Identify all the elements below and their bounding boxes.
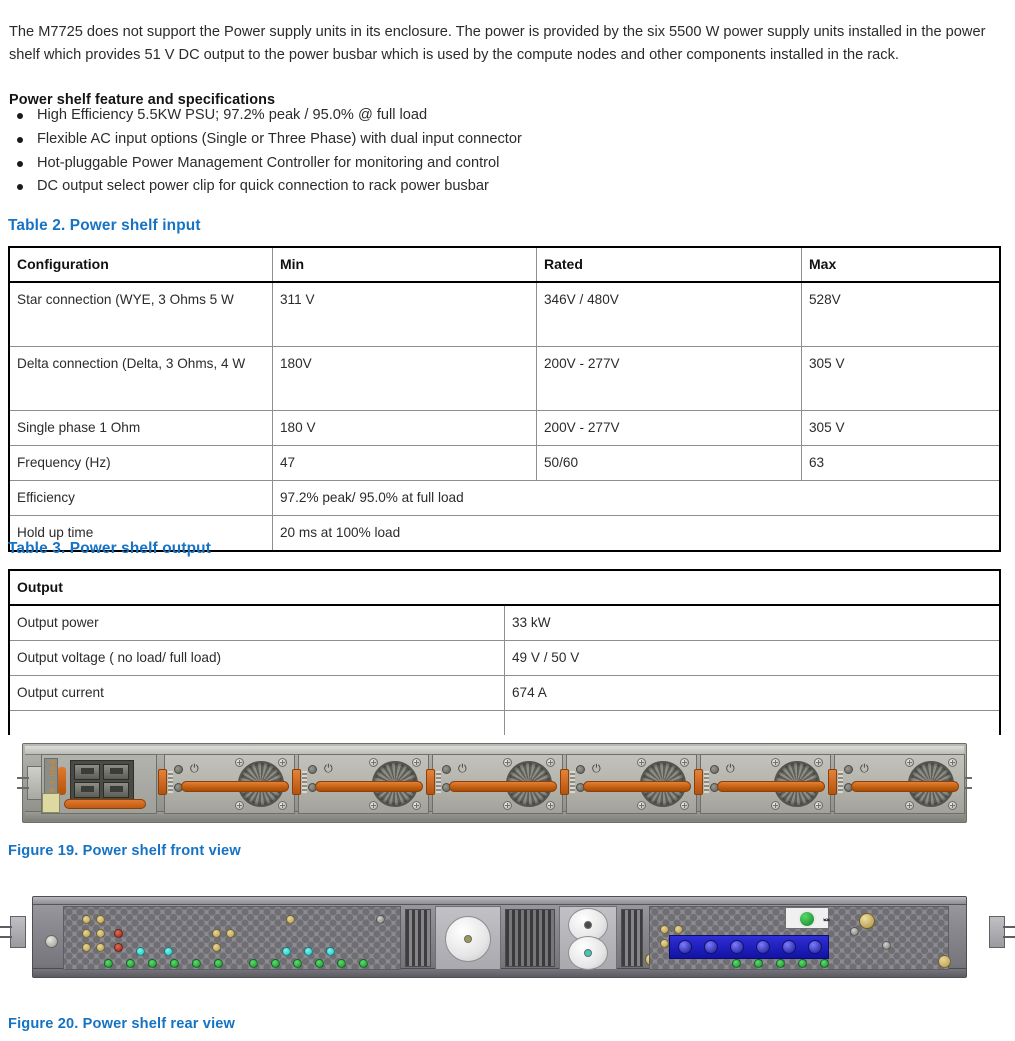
connector-pin-icon <box>730 940 744 954</box>
coil-hub <box>584 921 592 929</box>
pmc-handle <box>64 799 146 809</box>
indicator-led-icon <box>104 959 113 968</box>
psu-module <box>298 754 429 814</box>
figure-power-shelf-front-view <box>0 735 1015 835</box>
inductor-coil-icon <box>568 936 608 970</box>
screw-icon <box>503 801 512 810</box>
indicator-led-icon <box>136 947 145 956</box>
ear-pin <box>17 777 29 779</box>
indicator-led-icon <box>938 955 951 968</box>
cell-label: Output voltage ( no load/ full load) <box>9 641 505 676</box>
psu-connector-strip <box>838 771 843 793</box>
cell-configuration: Frequency (Hz) <box>9 446 273 481</box>
indicator-led-icon <box>249 959 258 968</box>
psu-latch <box>292 769 301 795</box>
table3-caption: Table 3. Power shelf output <box>8 540 212 557</box>
table-row <box>9 282 1000 347</box>
psu-handle <box>583 781 691 792</box>
table-power-shelf-input <box>8 246 1001 552</box>
capacitor-icon <box>226 929 235 938</box>
psu-module <box>164 754 295 814</box>
capacitor-icon <box>286 915 295 924</box>
screw-icon <box>369 801 378 810</box>
indicator-led-icon <box>126 959 135 968</box>
capacitor-icon <box>96 929 105 938</box>
cell-min: 180 V <box>273 411 537 446</box>
coil-hub <box>584 949 592 957</box>
feature-text: Hot-pluggable Power Management Controller for monitoring and control <box>37 154 500 171</box>
screw-icon <box>905 758 914 767</box>
feature-list <box>9 104 989 199</box>
bullet-icon <box>17 184 23 190</box>
column-header-max: Max <box>802 247 1001 282</box>
table2-caption: Table 2. Power shelf input <box>8 217 201 234</box>
table-row <box>9 641 1000 676</box>
psu-connector-strip <box>436 771 441 793</box>
capacitor-icon <box>82 929 91 938</box>
dc-output-connector <box>669 935 829 959</box>
cell-configuration: Single phase 1 Ohm <box>9 411 273 446</box>
indicator-led-icon <box>820 959 829 968</box>
indicator-led-icon <box>192 959 201 968</box>
indicator-led-icon <box>776 959 785 968</box>
table-row <box>9 446 1000 481</box>
cell-rated: 200V - 277V <box>537 347 802 411</box>
indicator-led-icon <box>271 959 280 968</box>
power-symbol-icon: ⏻ <box>190 763 199 775</box>
connector-pin-icon <box>756 940 770 954</box>
figure19-caption: Figure 19. Power shelf front view <box>8 843 241 859</box>
psu-module <box>700 754 831 814</box>
column-header-min: Min <box>273 247 537 282</box>
indicator-led-icon <box>164 947 173 956</box>
screw-icon <box>814 758 823 767</box>
center-panel-plate <box>559 906 617 970</box>
bullet-icon <box>17 137 23 143</box>
figure-power-shelf-rear-view <box>0 890 1015 998</box>
psu-module <box>834 754 965 814</box>
ear-pin <box>0 926 12 928</box>
rj45-port-icon <box>74 764 100 780</box>
screw-icon <box>278 758 287 767</box>
table-row <box>9 411 1000 446</box>
heatsink-block <box>505 909 555 967</box>
screw-icon <box>637 758 646 767</box>
cell-value: 33 kW <box>505 605 1001 641</box>
rear-chassis <box>32 896 967 978</box>
cell-configuration: Hold up time <box>9 516 273 552</box>
indicator-led-icon <box>732 959 741 968</box>
front-chassis <box>22 743 967 823</box>
indicator-led-icon <box>293 959 302 968</box>
center-panel-plate <box>435 906 501 970</box>
screw-icon <box>235 801 244 810</box>
cell-min: 47 <box>273 446 537 481</box>
power-management-controller-module <box>41 754 157 814</box>
screw-icon <box>235 758 244 767</box>
component-icon <box>882 941 891 950</box>
cell-configuration: Star connection (WYE, 3 Ohms 5 W <box>9 282 273 347</box>
power-led-icon <box>576 765 585 774</box>
table-row <box>9 605 1000 641</box>
psu-connector-strip <box>168 771 173 793</box>
connector-pin-icon <box>678 940 692 954</box>
table-header-row <box>9 570 1000 605</box>
rear-perforated-panel-left <box>63 906 401 970</box>
ear-pin <box>1003 936 1015 938</box>
power-clip <box>58 767 66 795</box>
screw-icon <box>503 758 512 767</box>
indicator-led-icon <box>170 959 179 968</box>
rj45-port-icon <box>103 782 129 798</box>
screw-icon <box>546 758 555 767</box>
connector-pin-icon <box>704 940 718 954</box>
psu-latch <box>694 769 703 795</box>
table-power-shelf-output <box>8 569 1001 741</box>
indicator-led-icon <box>214 959 223 968</box>
capacitor-icon <box>96 915 105 924</box>
section-subheading: Power shelf feature and specifications <box>9 92 276 109</box>
cell-value: 674 A <box>505 676 1001 711</box>
indicator-led-icon <box>754 959 763 968</box>
cell-max: 63 <box>802 446 1001 481</box>
capacitor-icon <box>660 925 669 934</box>
screw-icon <box>814 801 823 810</box>
psu-handle <box>449 781 557 792</box>
psu-handle <box>315 781 423 792</box>
capacitor-icon <box>212 929 221 938</box>
feature-text: DC output select power clip for quick connection to rack power busbar <box>37 178 489 195</box>
heatsink-fin-block <box>405 909 431 967</box>
screw-icon <box>369 758 378 767</box>
power-led-icon <box>308 765 317 774</box>
screw-icon <box>680 801 689 810</box>
cell-min: 180V <box>273 347 537 411</box>
pmc-connector-block <box>42 793 60 813</box>
psu-handle <box>181 781 289 792</box>
list-item <box>9 175 989 199</box>
psu-handle <box>851 781 959 792</box>
psu-module <box>566 754 697 814</box>
column-header-rated: Rated <box>537 247 802 282</box>
cell-configuration: Delta connection (Delta, 3 Ohms, 4 W <box>9 347 273 411</box>
ear-pin <box>1003 926 1015 928</box>
coil-hub <box>464 935 472 943</box>
capacitor-icon <box>114 943 123 952</box>
screw-icon <box>948 801 957 810</box>
psu-connector-strip <box>570 771 575 793</box>
component-cluster <box>64 907 400 969</box>
capacitor-icon <box>96 943 105 952</box>
cell-max: 528V <box>802 282 1001 347</box>
ear-pin <box>17 787 29 789</box>
screw-icon <box>412 801 421 810</box>
cell-min: 311 V <box>273 282 537 347</box>
power-symbol-icon: ⏻ <box>726 763 735 775</box>
cell-value-span: 97.2% peak/ 95.0% at full load <box>273 481 1001 516</box>
bullet-icon <box>17 161 23 167</box>
screw-icon <box>680 758 689 767</box>
cell-value-span: 20 ms at 100% load <box>273 516 1001 552</box>
capacitor-icon <box>212 943 221 952</box>
cell-max: 305 V <box>802 411 1001 446</box>
column-header-output: Output <box>9 570 1000 605</box>
figure20-caption: Figure 20. Power shelf rear view <box>8 1016 236 1032</box>
feature-text: High Efficiency 5.5KW PSU; 97.2% peak / 95.0% @ full load <box>37 107 428 123</box>
power-symbol-icon: ⏻ <box>458 763 467 775</box>
capacitor-icon <box>674 925 683 934</box>
psu-latch <box>828 769 837 795</box>
power-led-icon <box>710 765 719 774</box>
rear-left-ear <box>10 916 26 948</box>
screw-icon <box>637 801 646 810</box>
indicator-led-icon <box>798 959 807 968</box>
rj45-port-icon <box>74 782 100 798</box>
screw-icon <box>948 758 957 767</box>
psu-handle <box>717 781 825 792</box>
cell-label: Output current <box>9 676 505 711</box>
power-symbol-icon: ⏻ <box>324 763 333 775</box>
list-item <box>9 104 989 128</box>
inductor-coil-icon <box>445 916 491 962</box>
chassis-top-strip <box>33 897 966 905</box>
indicator-led-icon <box>304 947 313 956</box>
connector-pin-icon <box>808 940 822 954</box>
power-led-icon <box>442 765 451 774</box>
terminal-ring-icon <box>859 913 875 929</box>
cell-configuration: Efficiency <box>9 481 273 516</box>
table-row <box>9 347 1000 411</box>
rear-right-ear <box>989 916 1005 948</box>
ground-symbol-icon: ⏕ <box>823 914 831 926</box>
pmc-label-text: PSU 1 6 <box>48 760 55 794</box>
cell-label: Output power <box>9 605 505 641</box>
screw-icon <box>771 801 780 810</box>
list-item <box>9 152 989 176</box>
indicator-led-icon <box>337 959 346 968</box>
ground-port-icon <box>798 910 816 928</box>
thumbscrew-icon <box>45 935 58 948</box>
screw-icon <box>771 758 780 767</box>
connector-pin-icon <box>782 940 796 954</box>
bullet-icon <box>17 113 23 119</box>
capacitor-icon <box>82 943 91 952</box>
column-header-configuration: Configuration <box>9 247 273 282</box>
indicator-led-icon <box>148 959 157 968</box>
rj45-port-icon <box>103 764 129 780</box>
psu-module <box>432 754 563 814</box>
screw-icon <box>412 758 421 767</box>
intro-paragraph: The M7725 does not support the Power supply units in its enclosure. The power is provided by the six 5500 W power supply units installed in the power shelf which provides 51 V DC output to the power busbar which is used by the compute nodes and other components installed in the rack. <box>9 23 986 64</box>
component-icon <box>850 927 859 936</box>
psu-latch <box>158 769 167 795</box>
screw-icon <box>905 801 914 810</box>
cell-rated: 200V - 277V <box>537 411 802 446</box>
psu-latch <box>426 769 435 795</box>
power-symbol-icon: ⏻ <box>592 763 601 775</box>
feature-text: Flexible AC input options (Single or Three Phase) with dual input connector <box>37 130 522 147</box>
screw-icon <box>278 801 287 810</box>
indicator-led-icon <box>282 947 291 956</box>
cell-max: 305 V <box>802 347 1001 411</box>
power-led-icon <box>174 765 183 774</box>
table-row <box>9 676 1000 711</box>
cell-rated: 50/60 <box>537 446 802 481</box>
indicator-led-icon <box>315 959 324 968</box>
cell-rated: 346V / 480V <box>537 282 802 347</box>
capacitor-icon <box>660 939 669 948</box>
heatsink-fin-block <box>621 909 643 967</box>
component-icon <box>376 915 385 924</box>
ear-pin <box>0 936 12 938</box>
psu-latch <box>560 769 569 795</box>
indicator-led-icon <box>359 959 368 968</box>
cell-value: 49 V / 50 V <box>505 641 1001 676</box>
table-row <box>9 481 1000 516</box>
psu-connector-strip <box>302 771 307 793</box>
indicator-led-icon <box>326 947 335 956</box>
capacitor-icon <box>114 929 123 938</box>
screw-icon <box>546 801 555 810</box>
capacitor-icon <box>82 915 91 924</box>
rj45-port-cluster <box>70 760 134 802</box>
power-symbol-icon: ⏻ <box>860 763 869 775</box>
table-header-row <box>9 247 1000 282</box>
power-led-icon <box>844 765 853 774</box>
list-item <box>9 128 989 152</box>
psu-connector-strip <box>704 771 709 793</box>
